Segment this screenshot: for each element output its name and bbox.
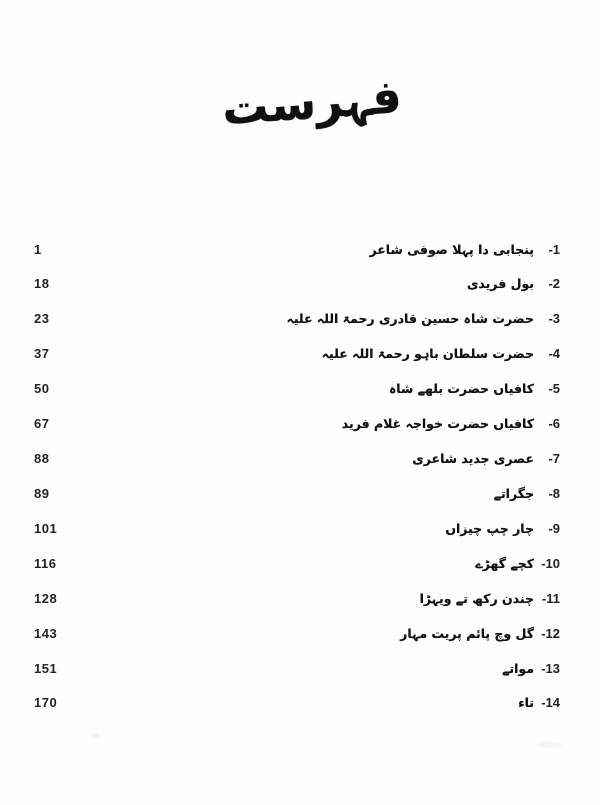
toc-entry: [0, 651, 600, 686]
toc-entry: [0, 336, 600, 371]
page-title-text: فہرست: [220, 68, 404, 136]
scan-smudge: [428, 254, 438, 259]
entry-number: -4: [548, 346, 560, 361]
entry-title: چندن رکھ تے ویہڑا: [419, 591, 534, 606]
entry-title: گل وچ پائم پریت مہار: [400, 626, 534, 641]
entry-page-number: 170: [34, 695, 58, 710]
entry-page-number: 37: [34, 346, 50, 361]
entry-number: -2: [548, 276, 560, 291]
entry-page-number: 67: [34, 416, 50, 431]
entry-number: -12: [541, 626, 560, 641]
entry-title: حضرت شاہ حسین قادری رحمۃ اللہ علیہ: [286, 311, 534, 326]
entry-page-number: 50: [34, 381, 50, 396]
entry-title: مواتے: [502, 661, 534, 676]
entry-title: کافیاں حضرت بلھے شاہ: [388, 381, 534, 396]
toc-entry: [0, 616, 600, 651]
entry-title: تاء: [518, 695, 534, 710]
toc-entry: [0, 371, 600, 406]
toc-entry: [0, 476, 600, 511]
entry-number: -13: [541, 661, 560, 676]
entry-number: -10: [541, 556, 560, 571]
entry-title: حضرت سلطان باہو رحمۃ اللہ علیہ: [321, 346, 534, 361]
entry-title: چار چپ چیزاں: [445, 521, 534, 536]
entry-page-number: 89: [34, 486, 50, 501]
entry-number: -9: [548, 521, 560, 536]
toc-entry: [0, 581, 600, 616]
entry-number: -8: [548, 486, 560, 501]
entry-number: -5: [548, 381, 560, 396]
entry-title: بول فریدی: [466, 276, 534, 291]
toc-entry: [0, 232, 600, 267]
entry-number: -7: [548, 451, 560, 466]
toc-entry: [0, 546, 600, 581]
entry-number: -11: [541, 591, 560, 606]
toc-entry: [0, 441, 600, 476]
entry-number: -14: [541, 695, 560, 710]
entry-page-number: 128: [34, 591, 58, 606]
toc-entry: [0, 406, 600, 441]
entry-page-number: 88: [34, 451, 50, 466]
entry-number: -6: [548, 416, 560, 431]
entry-number: -1: [548, 242, 560, 257]
toc-entry: [0, 511, 600, 546]
entry-title: عصری جدید شاعری: [412, 451, 534, 466]
entry-page-number: 143: [34, 626, 58, 641]
entry-page-number: 18: [34, 276, 50, 291]
entry-title: کچے گھڑے: [475, 556, 534, 571]
entry-title: کافیاں حضرت خواجہ غلام فرید: [341, 416, 534, 431]
entry-number: -3: [548, 311, 560, 326]
entry-title: پنجابی دا پہلا صوفی شاعر: [369, 242, 534, 257]
toc-entry: [0, 685, 600, 720]
entry-page-number: 101: [34, 521, 58, 536]
scan-smudge: [536, 742, 562, 748]
entry-page-number: 1: [34, 242, 42, 257]
entry-page-number: 23: [34, 311, 50, 326]
scan-smudge: [92, 733, 100, 737]
toc-entry: [0, 266, 600, 301]
entry-title: جگراتے: [493, 486, 534, 501]
entry-page-number: 151: [34, 661, 58, 676]
entry-page-number: 116: [34, 556, 57, 571]
toc-entry: [0, 301, 600, 336]
